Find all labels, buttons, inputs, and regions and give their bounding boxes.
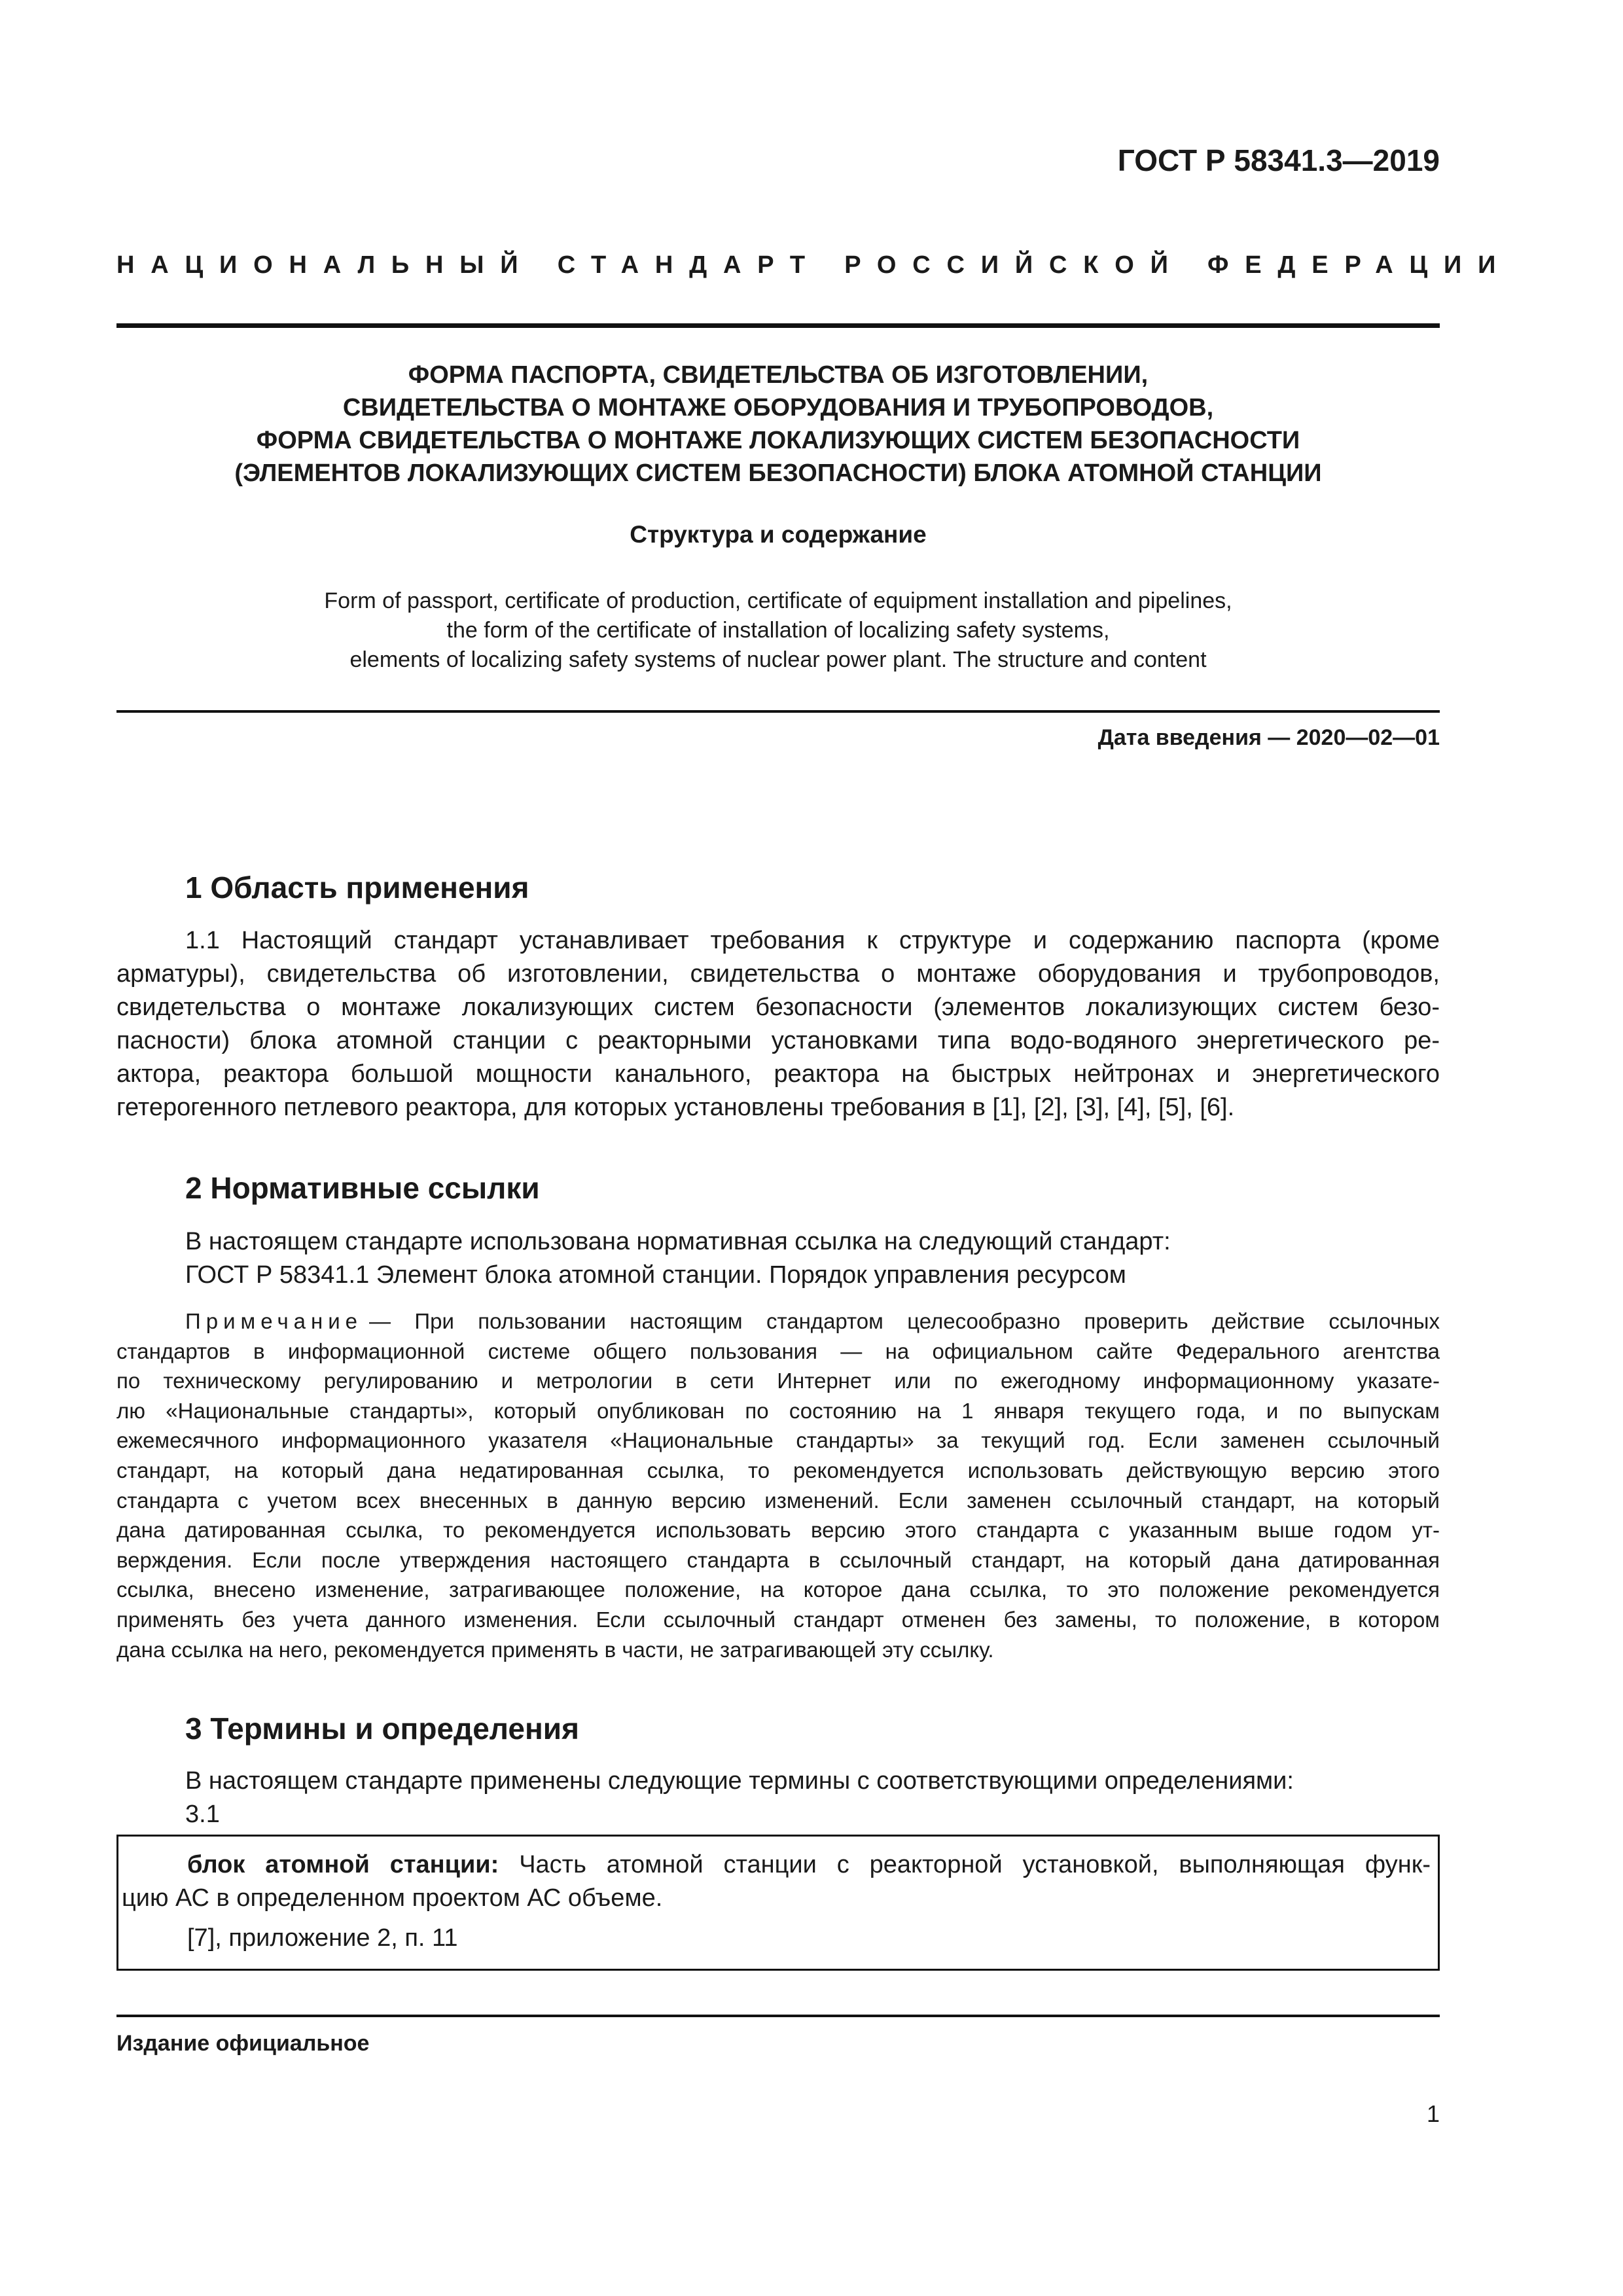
english-title (116, 586, 1440, 675)
header-divider (116, 323, 1440, 328)
term-source: [7], приложение 2, п. 11 (187, 1924, 458, 1952)
term-line (122, 1848, 1431, 1882)
english-title-line: Form of passport, certificate of production, certificate of equipment installation and pipelines, (324, 588, 1232, 613)
title-line: СВИДЕТЕЛЬСТВА О МОНТАЖЕ ОБОРУДОВАНИЯ И ТРУБОПРОВОДОВ, (342, 394, 1214, 422)
document-number: ГОСТ Р 58341.3—2019 (1117, 143, 1440, 177)
term-definition (122, 1848, 1431, 1915)
title-line: (ЭЛЕМЕНТОВ ЛОКАЛИЗУЮЩИХ СИСТЕМ БЕЗОПАСНОСТИ) БЛОКА АТОМНОЙ СТАНЦИИ (234, 459, 1322, 487)
document-subtitle: Структура и содержание (630, 521, 927, 548)
note-line: ссылка, внесено изменение, затрагивающее положение, на которое дана ссылка, то это положение рекомендуется (116, 1577, 1440, 1602)
note-line: стандарта с учетом всех внесенных в данную версию изменений. Если заменен ссылочный стандарт, на который (116, 1488, 1440, 1513)
note-label: Примечание (185, 1309, 363, 1333)
term-name: блок атомной станции: (187, 1851, 499, 1878)
text-line: пасности) блока атомной станции с реакторными установками типа водо-водяного энергетического ре- (116, 1027, 1440, 1054)
term-line: цию АС в определенном проектом АС объеме. (122, 1884, 663, 1912)
english-title-line: elements of localizing safety systems of nuclear power plant. The structure and content (349, 647, 1207, 672)
document-title (116, 359, 1440, 490)
term-definition-box (116, 1835, 1440, 1971)
section-3-heading: 3 Термины и определения (185, 1712, 579, 1746)
clause-1-1 (116, 924, 1440, 1124)
title-line: ФОРМА СВИДЕТЕЛЬСТВА О МОНТАЖЕ ЛОКАЛИЗУЮЩИХ СИСТЕМ БЕЗОПАСНОСТИ (256, 427, 1300, 454)
section-1-heading: 1 Область применения (185, 870, 529, 905)
text-line: арматуры), свидетельства об изготовлении, свидетельства о монтаже оборудования и трубопроводов, (116, 960, 1440, 988)
section-2-heading: 2 Нормативные ссылки (185, 1171, 540, 1205)
title-divider (116, 710, 1440, 713)
title-line: ФОРМА ПАСПОРТА, СВИДЕТЕЛЬСТВА ОБ ИЗГОТОВЛЕНИИ, (408, 361, 1149, 389)
text-line: гетерогенного петлевого реактора, для которых установлены требования в [1], [2], [3], [4], [5], [6]. (116, 1094, 1235, 1121)
note-block (116, 1306, 1440, 1664)
text-line: 1.1 Настоящий стандарт устанавливает требования к структуре и содержанию паспорта (кроме (185, 927, 1440, 954)
note-line: верждения. Если после утверждения настоящего стандарта в ссылочный стандарт, на который дана датированная (116, 1547, 1440, 1572)
national-standard-banner: НАЦИОНАЛЬНЫЙ СТАНДАРТ РОССИЙСКОЙ ФЕДЕРАЦИИ (116, 251, 1512, 279)
page-number: 1 (1426, 2100, 1440, 2127)
note-line (116, 1306, 1440, 1336)
text-line: актора, реактора большой мощности канального, реактора на быстрых нейтронах и энергетического (116, 1060, 1440, 1088)
term-number: 3.1 (185, 1801, 220, 1828)
note-line: дана датированная ссылка, то рекомендуется использовать версию этого стандарта с указанным выше годом ут- (116, 1518, 1440, 1543)
note-line: по техническому регулированию и метрологии в сети Интернет или по ежегодному информационному указате- (116, 1369, 1440, 1393)
english-title-line: the form of the certificate of installation of localizing safety systems, (446, 618, 1110, 643)
official-edition-label: Издание официальное (116, 2031, 370, 2056)
reference-item: ГОСТ Р 58341.1 Элемент блока атомной станции. Порядок управления ресурсом (185, 1261, 1126, 1289)
text-line: свидетельства о монтаже локализующих систем безопасности (элементов локализующих систем безо- (116, 994, 1440, 1021)
terms-intro: В настоящем стандарте применены следующие термины с соответствующими определениями: (185, 1767, 1294, 1795)
note-line: стандартов в информационной системе общего пользования — на официальном сайте Федерального агентства (116, 1338, 1440, 1363)
term-definition-text: Часть атомной станции с реакторной установкой, выполняющая функ- (519, 1851, 1431, 1878)
footer-divider (116, 2015, 1440, 2017)
note-line: стандарт, на который дана недатированная ссылка, то рекомендуется использовать действующую версию этого (116, 1458, 1440, 1482)
note-line: дана ссылка на него, рекомендуется применять в части, не затрагивающей эту ссылку. (116, 1637, 994, 1662)
introduction-date: Дата введения — 2020—02—01 (1097, 725, 1440, 750)
note-line: ежемесячного информационного указателя «Национальные стандарты» за текущий год. Если заменен ссылочный (116, 1428, 1440, 1453)
note-line: лю «Национальные стандарты», который опубликован по состоянию на 1 января текущего года, и по выпускам (116, 1398, 1440, 1423)
note-line: применять без учета данного изменения. Если ссылочный стандарт отменен без замены, то положение, в котором (116, 1607, 1440, 1632)
references-intro: В настоящем стандарте использована нормативная ссылка на следующий стандарт: (185, 1228, 1171, 1255)
note-text: — При пользовании настоящим стандартом целесообразно проверить действие ссылочных (369, 1309, 1440, 1333)
